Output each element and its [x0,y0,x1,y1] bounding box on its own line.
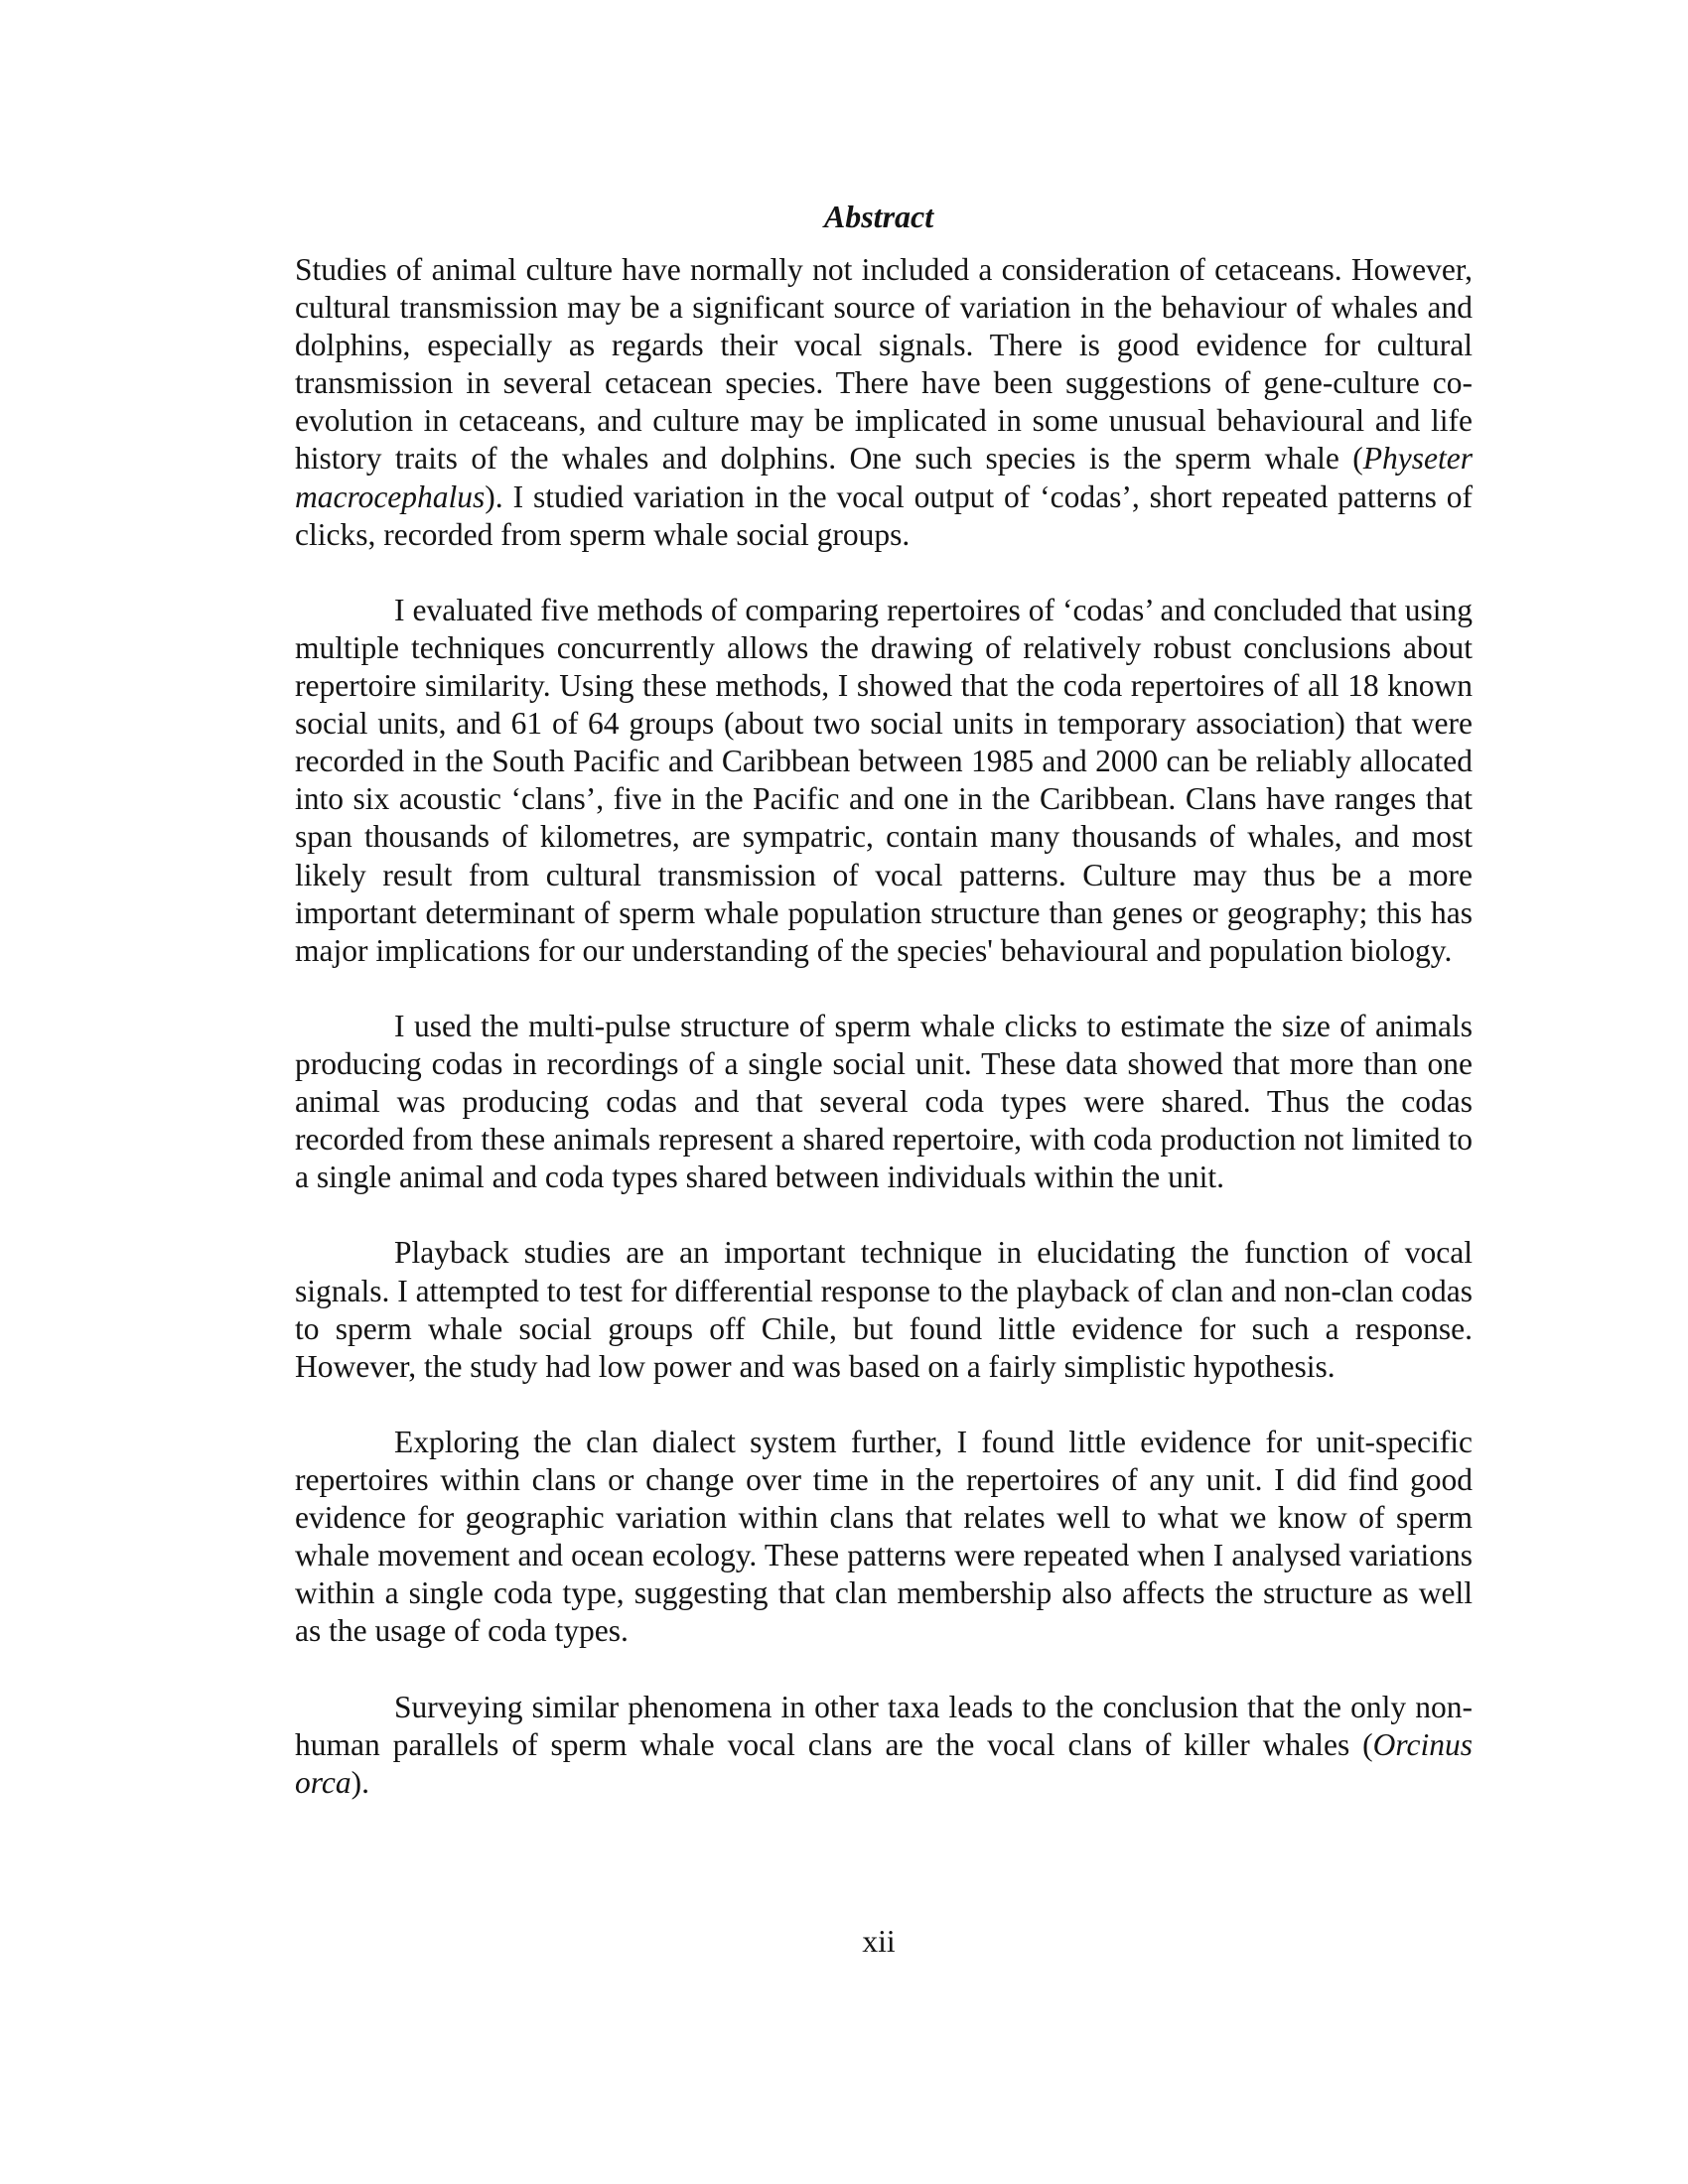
paragraph-text: Surveying similar phenomena in other taxa leads to the conclusion that the only non-human parallels of sperm whale vocal clans are the vocal clans of killer whales ( [295,1689,1473,1762]
species-name-killer-whale: Orcinus orca [295,1726,1473,1800]
paragraph-2: I evaluated five methods of comparing repertoires of ‘codas’ and concluded that using multiple techniques concurrently allows the drawing of relatively robust conclusions about repertoire similarity. Using these methods, I showed that the coda repertoires of all 18 known social units, and 61 of 64 groups (about two social units in temporary association) that were recorded in the South Pacific and Caribbean between 1985 and 2000 can be reliably allocated into six acoustic ‘clans’, five in the Pacific and one in the Caribbean. Clans have ranges that span thousands of kilometres, are sympatric, contain many thousands of whales, and most likely result from cultural transmission of vocal patterns. Culture may thus be a more important determinant of sperm whale population structure than genes or geography; this has major implications for our understanding of the species' behavioural and population biology. [295,592,1473,968]
paragraph-3: I used the multi-pulse structure of sperm whale clicks to estimate the size of animals producing codas in recordings of a single social unit. These data showed that more than one animal was producing codas and that several coda types were shared. Thus the codas recorded from these animals represent a shared repertoire, with coda production not limited to a single animal and coda types shared between individuals within the unit. [295,1008,1473,1195]
page-number: xii [862,1924,896,1959]
paragraph-1 [295,251,1473,554]
paragraph-4: Playback studies are an important technique in elucidating the function of vocal signals. I attempted to test for differential response to the playback of clan and non-clan codas to sperm whale social groups off Chile, but found little evidence for such a response. However, the study had low power and was based on a fairly simplistic hypothesis. [295,1235,1473,1384]
abstract-body [295,251,1473,1802]
species-name-sperm-whale: Physeter macrocephalus [295,441,1473,514]
paragraph-text: ). [351,1764,369,1800]
paragraph-text: ). I studied variation in the vocal output of ‘codas’, short repeated patterns of clicks, recorded from sperm whale social groups. [295,478,1473,552]
paragraph-5: Exploring the clan dialect system further, I found little evidence for unit-specific repertoires within clans or change over time in the repertoires of any unit. I did find good evidence for geographic variation within clans that relates well to what we know of sperm whale movement and ocean ecology. These patterns were repeated when I analysed variations within a single coda type, suggesting that clan membership also affects the structure as well as the usage of coda types. [295,1424,1473,1649]
paragraph-text: Studies of animal culture have normally not included a consideration of cetaceans. However, cultural transmission may be a significant source of variation in the behaviour of whales and dolphins, especially as regards their vocal signals. There is good evidence for cultural transmission in several cetacean species. There have been suggestions of gene-culture co-evolution in cetaceans, and culture may be implicated in some unusual behavioural and life history traits of the whales and dolphins. One such species is the sperm whale ( [295,252,1473,477]
page-title: Abstract [823,199,934,234]
paragraph-6 [295,1689,1473,1802]
